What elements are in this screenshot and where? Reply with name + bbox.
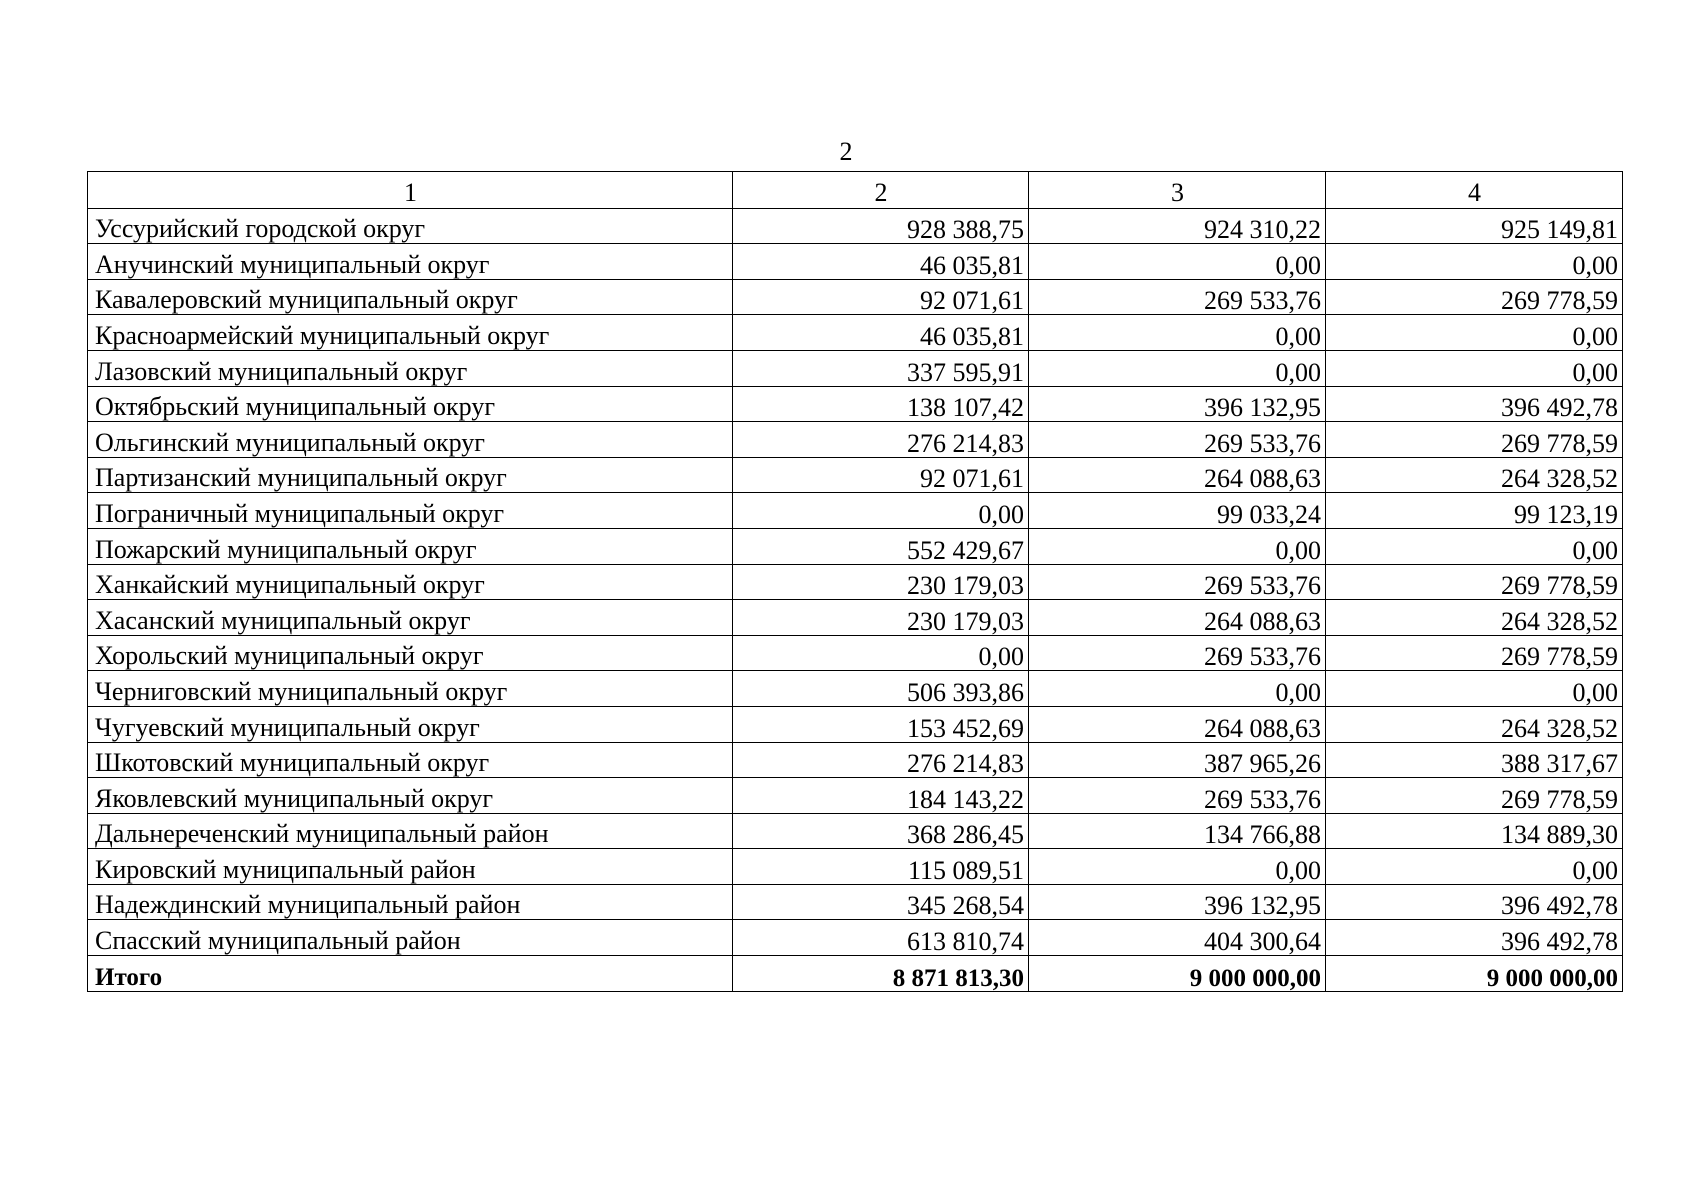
table-row [88, 884, 1623, 920]
total-value-col3: 9 000 000,00 [1029, 956, 1326, 992]
value-col4: 0,00 [1326, 244, 1623, 280]
value-col3: 396 132,95 [1029, 386, 1326, 422]
municipality-name: Красноармейский муниципальный округ [88, 315, 733, 351]
municipality-name: Шкотовский муниципальный округ [88, 742, 733, 778]
value-col4: 0,00 [1326, 350, 1623, 386]
value-col4: 264 328,52 [1326, 706, 1623, 742]
value-col2: 92 071,61 [733, 279, 1029, 315]
value-col2: 138 107,42 [733, 386, 1029, 422]
municipality-name: Октябрьский муниципальный округ [88, 386, 733, 422]
value-col4: 396 492,78 [1326, 386, 1623, 422]
municipality-name: Хорольский муниципальный округ [88, 635, 733, 671]
value-col4: 269 778,59 [1326, 279, 1623, 315]
municipality-name: Кавалеровский муниципальный округ [88, 279, 733, 315]
table-row [88, 493, 1623, 529]
value-col3: 0,00 [1029, 671, 1326, 707]
table-body [88, 208, 1623, 955]
table-row [88, 350, 1623, 386]
value-col3: 0,00 [1029, 528, 1326, 564]
table-row [88, 422, 1623, 458]
value-col2: 0,00 [733, 493, 1029, 529]
value-col3: 99 033,24 [1029, 493, 1326, 529]
total-label: Итого [88, 956, 733, 992]
value-col4: 396 492,78 [1326, 884, 1623, 920]
table-row [88, 778, 1623, 814]
table-row [88, 315, 1623, 351]
table-row [88, 706, 1623, 742]
budget-table [87, 171, 1623, 992]
page-number: 2 [839, 137, 853, 166]
value-col3: 387 965,26 [1029, 742, 1326, 778]
total-row [88, 956, 1623, 992]
table-row [88, 671, 1623, 707]
table-row [88, 279, 1623, 315]
municipality-name: Анучинский муниципальный округ [88, 244, 733, 280]
value-col2: 928 388,75 [733, 208, 1029, 244]
header-row [88, 172, 1623, 209]
column-header-3: 3 [1029, 172, 1326, 209]
value-col3: 269 533,76 [1029, 564, 1326, 600]
municipality-name: Партизанский муниципальный округ [88, 457, 733, 493]
municipality-name: Ольгинский муниципальный округ [88, 422, 733, 458]
value-col2: 0,00 [733, 635, 1029, 671]
value-col4: 925 149,81 [1326, 208, 1623, 244]
table-row [88, 528, 1623, 564]
value-col3: 0,00 [1029, 315, 1326, 351]
table-row [88, 457, 1623, 493]
value-col4: 0,00 [1326, 528, 1623, 564]
value-col4: 388 317,67 [1326, 742, 1623, 778]
value-col4: 0,00 [1326, 671, 1623, 707]
value-col2: 230 179,03 [733, 600, 1029, 636]
value-col3: 134 766,88 [1029, 813, 1326, 849]
municipality-name: Чугуевский муниципальный округ [88, 706, 733, 742]
value-col3: 269 533,76 [1029, 279, 1326, 315]
table-row [88, 742, 1623, 778]
column-header-4: 4 [1326, 172, 1623, 209]
total-value-col2: 8 871 813,30 [733, 956, 1029, 992]
value-col2: 552 429,67 [733, 528, 1029, 564]
value-col4: 269 778,59 [1326, 564, 1623, 600]
value-col3: 264 088,63 [1029, 600, 1326, 636]
value-col2: 153 452,69 [733, 706, 1029, 742]
municipality-name: Хасанский муниципальный округ [88, 600, 733, 636]
value-col2: 368 286,45 [733, 813, 1029, 849]
table-row [88, 920, 1623, 956]
table-row [88, 600, 1623, 636]
table-row [88, 244, 1623, 280]
municipality-name: Дальнереченский муниципальный район [88, 813, 733, 849]
table-row [88, 208, 1623, 244]
column-header-2: 2 [733, 172, 1029, 209]
value-col3: 0,00 [1029, 244, 1326, 280]
value-col3: 396 132,95 [1029, 884, 1326, 920]
municipality-name: Надеждинский муниципальный район [88, 884, 733, 920]
table-row [88, 564, 1623, 600]
value-col4: 396 492,78 [1326, 920, 1623, 956]
column-header-1: 1 [88, 172, 733, 209]
value-col2: 337 595,91 [733, 350, 1029, 386]
value-col2: 276 214,83 [733, 742, 1029, 778]
value-col4: 264 328,52 [1326, 600, 1623, 636]
value-col2: 276 214,83 [733, 422, 1029, 458]
municipality-name: Пограничный муниципальный округ [88, 493, 733, 529]
municipality-name: Уссурийский городской округ [88, 208, 733, 244]
value-col2: 184 143,22 [733, 778, 1029, 814]
value-col4: 0,00 [1326, 849, 1623, 885]
table-row [88, 849, 1623, 885]
table-row [88, 386, 1623, 422]
value-col4: 99 123,19 [1326, 493, 1623, 529]
value-col2: 92 071,61 [733, 457, 1029, 493]
value-col2: 613 810,74 [733, 920, 1029, 956]
municipality-name: Кировский муниципальный район [88, 849, 733, 885]
value-col2: 46 035,81 [733, 244, 1029, 280]
value-col4: 269 778,59 [1326, 635, 1623, 671]
municipality-name: Ханкайский муниципальный округ [88, 564, 733, 600]
value-col4: 0,00 [1326, 315, 1623, 351]
value-col2: 345 268,54 [733, 884, 1029, 920]
value-col3: 924 310,22 [1029, 208, 1326, 244]
value-col3: 269 533,76 [1029, 635, 1326, 671]
value-col2: 115 089,51 [733, 849, 1029, 885]
value-col2: 506 393,86 [733, 671, 1029, 707]
value-col3: 269 533,76 [1029, 778, 1326, 814]
value-col3: 0,00 [1029, 849, 1326, 885]
value-col3: 264 088,63 [1029, 706, 1326, 742]
value-col2: 230 179,03 [733, 564, 1029, 600]
municipality-name: Лазовский муниципальный округ [88, 350, 733, 386]
value-col4: 264 328,52 [1326, 457, 1623, 493]
municipality-name: Черниговский муниципальный округ [88, 671, 733, 707]
municipality-name: Пожарский муниципальный округ [88, 528, 733, 564]
table-row [88, 813, 1623, 849]
value-col3: 404 300,64 [1029, 920, 1326, 956]
municipality-name: Спасский муниципальный район [88, 920, 733, 956]
municipality-name: Яковлевский муниципальный округ [88, 778, 733, 814]
value-col3: 269 533,76 [1029, 422, 1326, 458]
value-col4: 269 778,59 [1326, 778, 1623, 814]
value-col4: 269 778,59 [1326, 422, 1623, 458]
value-col3: 264 088,63 [1029, 457, 1326, 493]
table-row [88, 635, 1623, 671]
value-col3: 0,00 [1029, 350, 1326, 386]
value-col4: 134 889,30 [1326, 813, 1623, 849]
total-value-col4: 9 000 000,00 [1326, 956, 1623, 992]
value-col2: 46 035,81 [733, 315, 1029, 351]
